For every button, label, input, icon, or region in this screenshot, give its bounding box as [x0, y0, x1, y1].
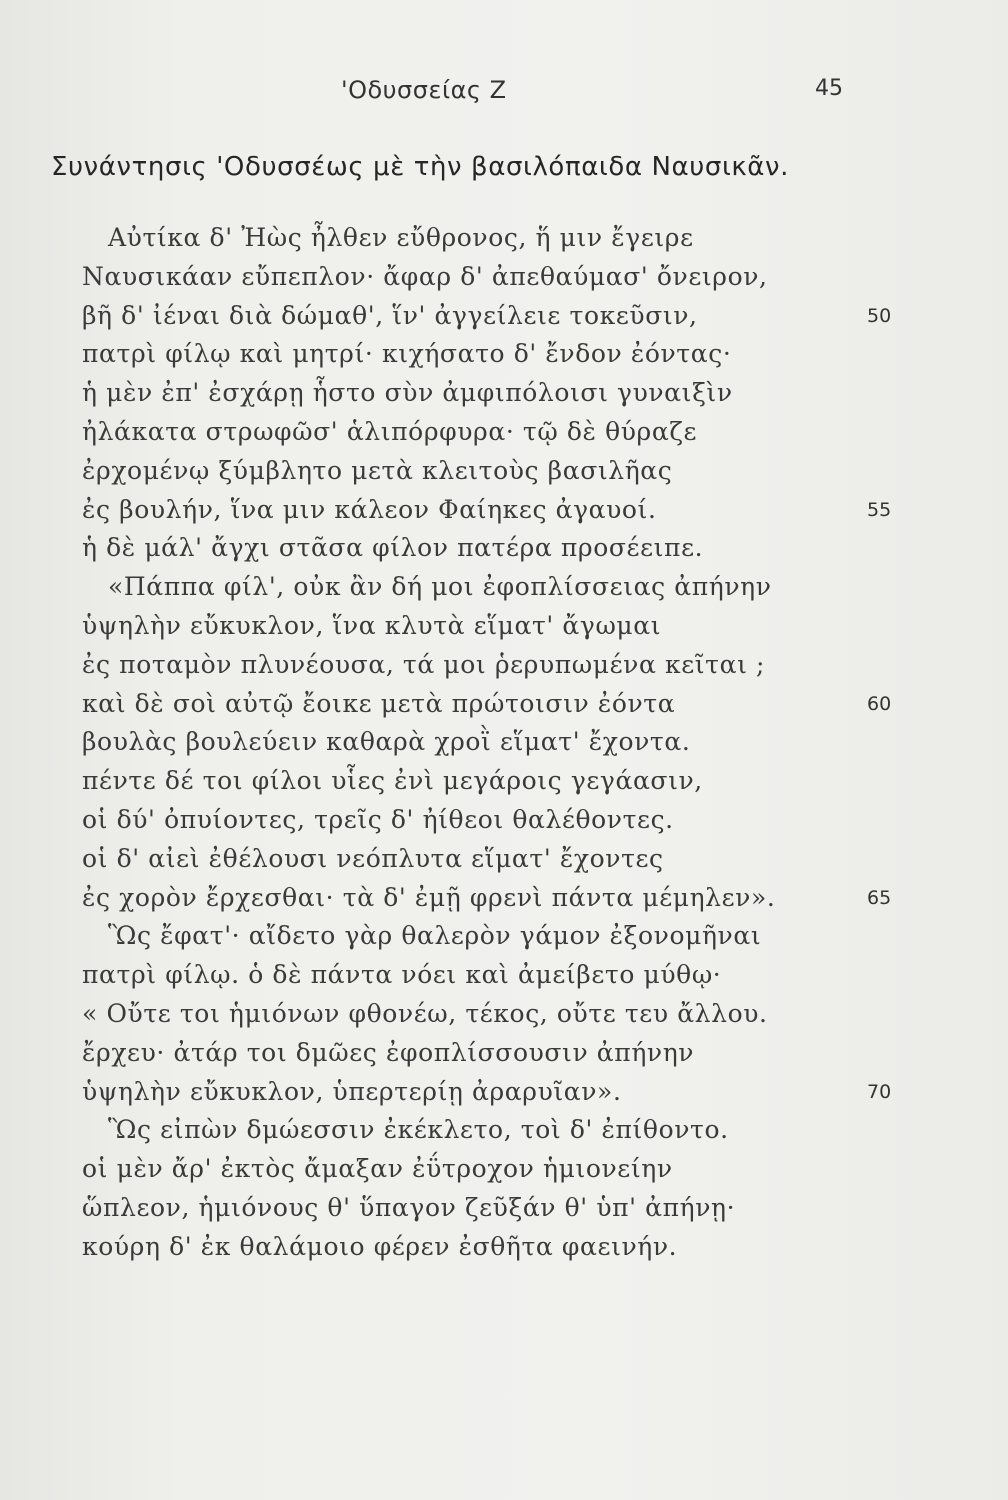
verse-block [0, 219, 1008, 1267]
verse-text: καὶ δὲ σοὶ αὐτῷ ἔοικε μετὰ πρώτοισιν ἐόντα [82, 688, 676, 718]
running-title: 'Οδυσσείας Ζ [341, 76, 507, 104]
verse-line [0, 956, 1008, 995]
verse-line [0, 219, 1008, 258]
verse-text: βῆ δ' ἰέναι διὰ δώμαθ', ἵν' ἀγγείλειε τοκεῦσιν, [82, 300, 698, 330]
verse-text: βουλὰς βουλεύειν καθαρὰ χροῒ εἵματ' ἔχοντα. [82, 727, 691, 757]
line-number: 50 [867, 304, 892, 327]
running-head [0, 76, 1008, 116]
verse-text: ὑψηλὴν εὔκυκλον, ὑπερτερίῃ ἀραρυῖαν». [82, 1076, 622, 1106]
verse-text: ἐς βουλήν, ἵνα μιν κάλεον Φαίηκες ἀγαυοί. [82, 494, 657, 524]
verse-line [0, 258, 1008, 297]
verse-text: ἠλάκατα στρωφῶσ' ἁλιπόρφυρα· τῷ δὲ θύραζε [82, 416, 698, 446]
verse-line [0, 1111, 1008, 1150]
verse-text: ἡ δὲ μάλ' ἄγχι στᾶσα φίλον πατέρα προσέειπε. [82, 533, 704, 563]
verse-text: «Πάππα φίλ', οὐκ ἂν δή μοι ἐφοπλίσσειας ἀπήνην [108, 572, 772, 602]
verse-text: ὥπλεον, ἡμιόνους θ' ὕπαγον ζεῦξάν θ' ὑπ' ἀπήνῃ· [82, 1192, 736, 1222]
verse-text: ἡ μὲν ἐπ' ἐσχάρῃ ἧστο σὺν ἀμφιπόλοισι γυναιξὶν [82, 378, 733, 408]
verse-text: Ὣς εἰπὼν δμώεσσιν ἐκέκλετο, τοὶ δ' ἐπίθοντο. [108, 1115, 729, 1145]
verse-text: πέντε δέ τοι φίλοι υἷες ἐνὶ μεγάροις γεγάασιν, [82, 766, 703, 796]
verse-line [0, 1073, 1008, 1112]
line-number: 65 [867, 886, 892, 909]
verse-text: οἱ δύ' ὀπυίοντες, τρεῖς δ' ἠίθεοι θαλέθοντες. [82, 804, 674, 834]
verse-text: ἐς χορὸν ἔρχεσθαι· τὰ δ' ἐμῇ φρενὶ πάντα μέμηλεν». [82, 882, 776, 912]
verse-line [0, 762, 1008, 801]
verse-line [0, 801, 1008, 840]
verse-text: ἐρχομένῳ ξύμβλητο μετὰ κλειτοὺς βασιλῆας [82, 455, 673, 485]
verse-line [0, 917, 1008, 956]
verse-line [0, 413, 1008, 452]
verse-line [0, 646, 1008, 685]
section-heading: Συνάντησις 'Οδυσσέως μὲ τὴν βασιλόπαιδα Ναυσικᾶν. [51, 152, 790, 182]
verse-text: πατρὶ φίλῳ. ὁ δὲ πάντα νόει καὶ ἀμείβετο μύθῳ· [82, 960, 722, 990]
verse-line [0, 335, 1008, 374]
verse-line [0, 491, 1008, 530]
verse-text: πατρὶ φίλῳ καὶ μητρί· κιχήσατο δ' ἔνδον ἐόντας· [82, 339, 732, 369]
verse-line [0, 685, 1008, 724]
verse-text: ἔρχευ· ἀτάρ τοι δμῶες ἐφοπλίσσουσιν ἀπήνην [82, 1037, 695, 1067]
verse-line [0, 374, 1008, 413]
verse-text: ἐς ποταμὸν πλυνέουσα, τά μοι ῥερυπωμένα κεῖται ; [82, 649, 766, 679]
verse-text: οἱ μὲν ἄρ' ἐκτὸς ἄμαξαν ἐΰτροχον ἡμιονείην [82, 1154, 673, 1184]
verse-line [0, 1034, 1008, 1073]
verse-line [0, 1150, 1008, 1189]
verse-text: ὑψηλὴν εὔκυκλον, ἵνα κλυτὰ εἵματ' ἄγωμαι [82, 610, 662, 640]
verse-text: Ναυσικάαν εὔπεπλον· ἄφαρ δ' ἀπεθαύμασ' ὄνειρον, [82, 261, 768, 291]
verse-line [0, 879, 1008, 918]
verse-line [0, 607, 1008, 646]
verse-line [0, 452, 1008, 491]
verse-text: κούρη δ' ἐκ θαλάμοιο φέρεν ἐσθῆτα φαεινήν. [82, 1231, 678, 1261]
verse-line [0, 840, 1008, 879]
page-number: 45 [815, 76, 843, 101]
verse-text: οἱ δ' αἰεὶ ἐθέλουσι νεόπλυτα εἵματ' ἔχοντες [82, 843, 664, 873]
line-number: 55 [867, 498, 892, 521]
verse-line [0, 1228, 1008, 1267]
verse-line [0, 723, 1008, 762]
verse-line [0, 529, 1008, 568]
verse-text: Ὣς ἔφατ'· αἴδετο γὰρ θαλερὸν γάμον ἐξονομῆναι [108, 921, 762, 951]
verse-text: « Οὔτε τοι ἡμιόνων φθονέω, τέκος, οὔτε τευ ἄλλου. [82, 998, 768, 1028]
verse-line [0, 568, 1008, 607]
line-number: 60 [867, 692, 892, 715]
verse-line [0, 297, 1008, 336]
verse-line [0, 1189, 1008, 1228]
verse-text: Αὐτίκα δ' Ἠὼς ἦλθεν εὔθρονος, ἥ μιν ἔγειρε [108, 223, 694, 252]
verse-line [0, 995, 1008, 1034]
line-number: 70 [867, 1080, 892, 1103]
